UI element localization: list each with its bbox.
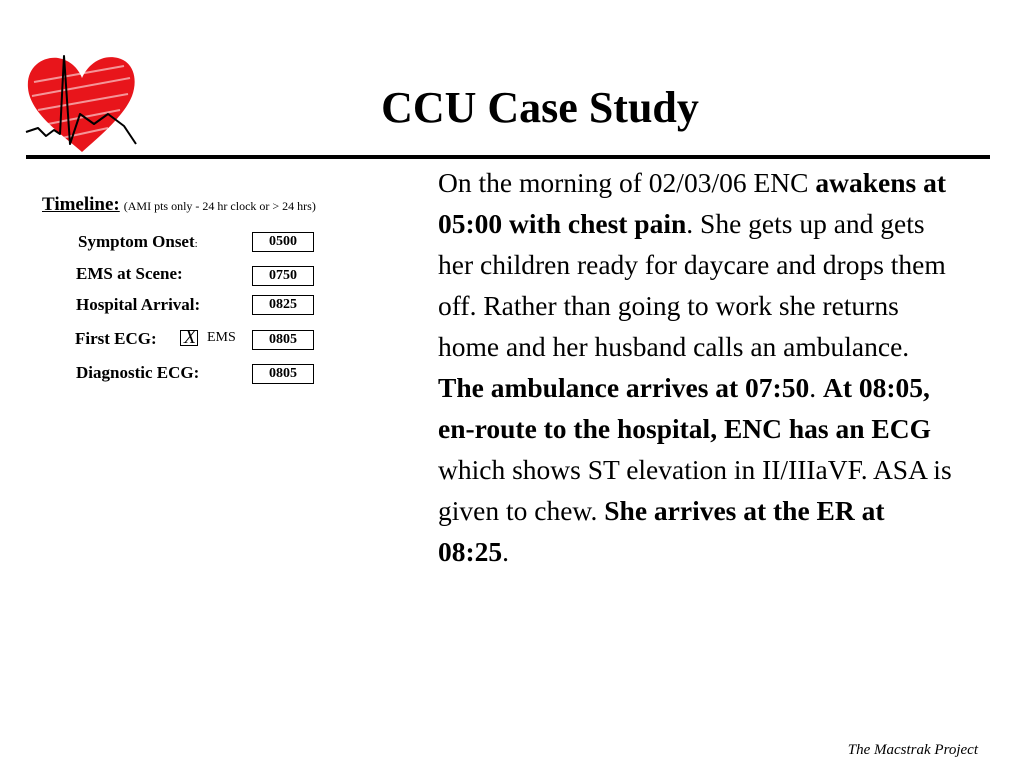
first-ecg-field[interactable]: 0805 xyxy=(252,330,314,350)
diagnostic-ecg-field[interactable]: 0805 xyxy=(252,364,314,384)
timeline-header xyxy=(42,194,316,216)
symptom-onset-field[interactable]: 0500 xyxy=(252,232,314,252)
timeline-label: Timeline: xyxy=(42,194,120,215)
diagnostic-ecg-label: Diagnostic ECG: xyxy=(76,363,200,382)
ems-at-scene-label: EMS at Scene: xyxy=(76,264,183,283)
case-narrative: On the morning of 02/03/06 ENC awakens at 05:00 with chest pain. She gets up and gets her children ready for daycare and drops them off. Rather than going to work she returns home and her husband calls an ambulance. The ambulance arrives at 07:50. At 08:05, en-route to the hospital, ENC has an ECG which shows ST elevation in II/IIIaVF. ASA is given to chew. She arrives at the ER at 08:25. xyxy=(438,167,952,567)
title-divider xyxy=(26,155,990,159)
slide-title: CCU Case Study xyxy=(381,83,699,132)
ems-at-scene-field[interactable]: 0750 xyxy=(252,266,314,286)
footer-credit: The Macstrak Project xyxy=(847,742,978,758)
heart-ecg-icon xyxy=(24,52,140,158)
hospital-arrival-field[interactable]: 0825 xyxy=(252,295,314,315)
ems-checkbox-label: EMS xyxy=(207,330,236,345)
hospital-arrival-label: Hospital Arrival: xyxy=(76,295,201,314)
first-ecg-label: First ECG: xyxy=(75,329,157,348)
timeline-note: (AMI pts only - 24 hr clock or > 24 hrs) xyxy=(123,199,316,213)
ems-check-mark: X xyxy=(183,326,197,348)
symptom-onset-label: Symptom Onset: xyxy=(78,232,198,251)
